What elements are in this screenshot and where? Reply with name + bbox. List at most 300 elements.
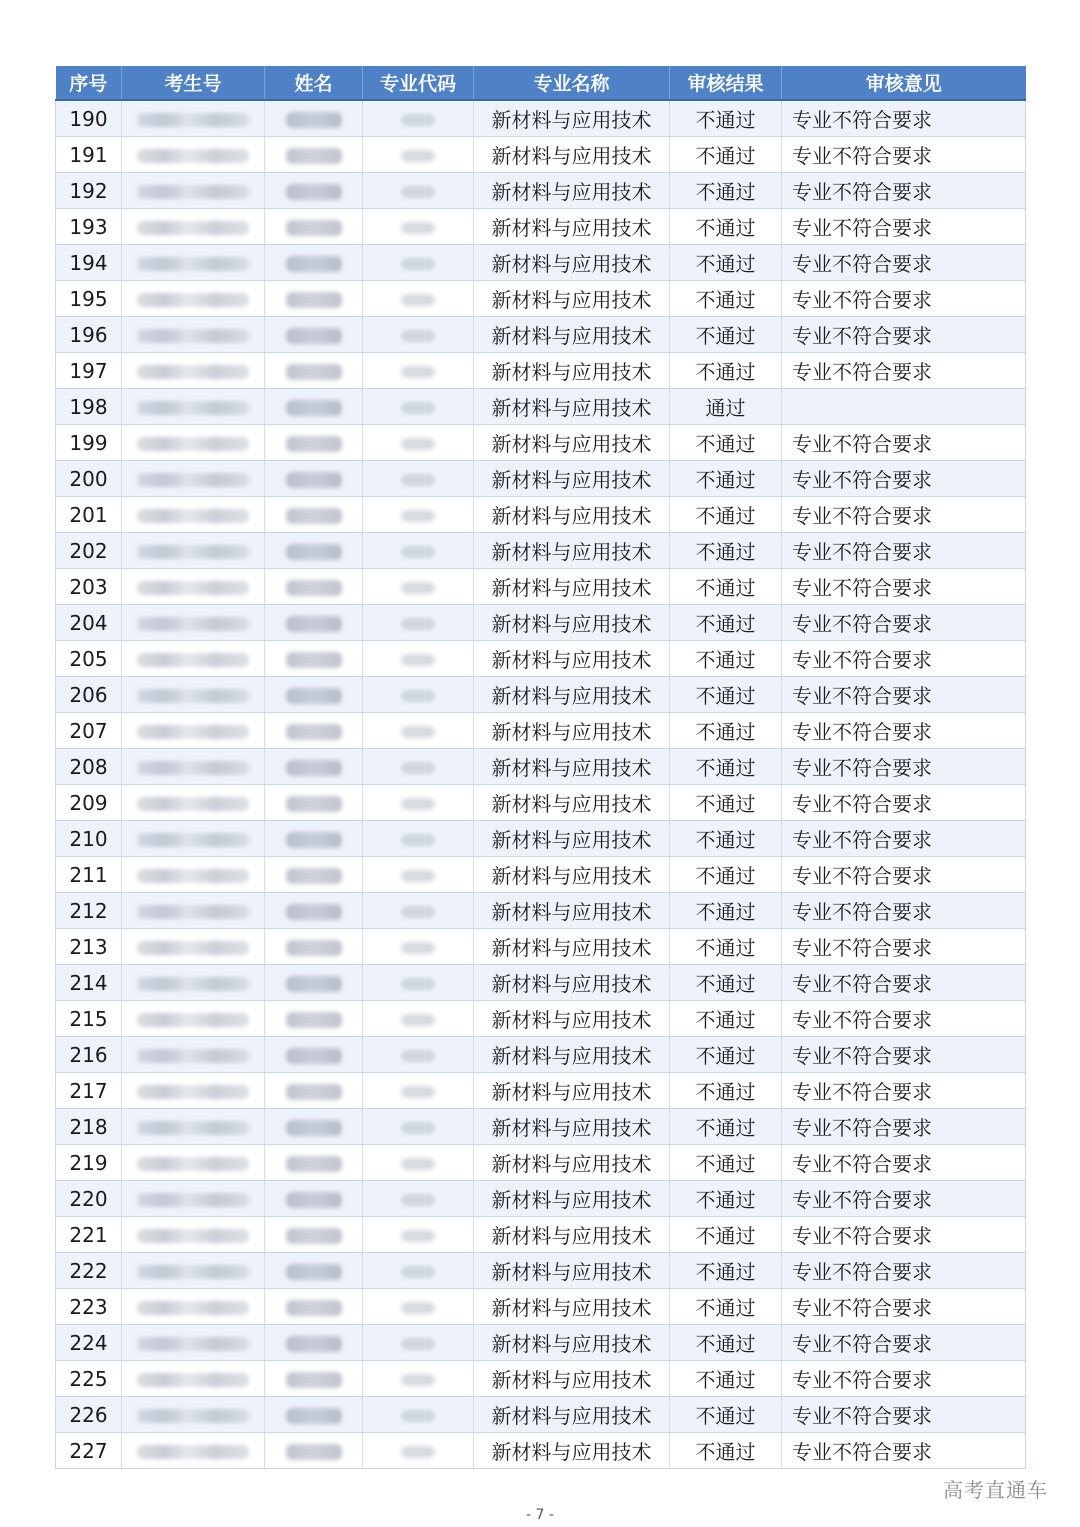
table-row [56, 1289, 1026, 1325]
cell-major-name: 新材料与应用技术 [474, 389, 670, 425]
redacted-blur [137, 725, 249, 739]
cell-review-opinion: 专业不符合要求 [782, 713, 1026, 749]
table-header-row [56, 66, 1026, 100]
header-major-name: 专业名称 [474, 66, 670, 100]
cell-major-code-redacted [363, 281, 474, 317]
cell-serial-number: 199 [56, 425, 122, 461]
cell-major-code-redacted [363, 1145, 474, 1181]
cell-review-result: 不通过 [670, 749, 782, 785]
cell-major-code-redacted [363, 1253, 474, 1289]
cell-review-result: 通过 [670, 389, 782, 425]
cell-major-code-redacted [363, 1073, 474, 1109]
redacted-blur [137, 1265, 249, 1279]
cell-review-result: 不通过 [670, 425, 782, 461]
cell-major-code-redacted [363, 461, 474, 497]
redacted-blur [137, 473, 249, 487]
table-row [56, 641, 1026, 677]
cell-review-result: 不通过 [670, 1289, 782, 1325]
cell-major-code-redacted [363, 100, 474, 137]
cell-name-redacted [265, 461, 363, 497]
header-candidate-number: 考生号 [122, 66, 265, 100]
cell-name-redacted [265, 281, 363, 317]
cell-major-code-redacted [363, 1361, 474, 1397]
cell-major-name: 新材料与应用技术 [474, 641, 670, 677]
cell-major-code-redacted [363, 533, 474, 569]
cell-review-result: 不通过 [670, 100, 782, 137]
redacted-blur [286, 1012, 342, 1028]
redacted-blur [401, 150, 435, 162]
cell-candidate-number-redacted [122, 569, 265, 605]
redacted-blur [137, 293, 249, 307]
redacted-blur [401, 870, 435, 882]
cell-major-code-redacted [363, 1289, 474, 1325]
cell-review-result: 不通过 [670, 1145, 782, 1181]
cell-name-redacted [265, 1217, 363, 1253]
redacted-blur [401, 1302, 435, 1314]
redacted-blur [286, 472, 342, 488]
cell-candidate-number-redacted [122, 245, 265, 281]
cell-name-redacted [265, 569, 363, 605]
cell-serial-number: 216 [56, 1037, 122, 1073]
cell-candidate-number-redacted [122, 281, 265, 317]
watermark-text: 高考直通车 [943, 1478, 1048, 1502]
cell-serial-number: 194 [56, 245, 122, 281]
redacted-blur [137, 1337, 249, 1351]
cell-major-code-redacted [363, 1397, 474, 1433]
cell-major-code-redacted [363, 317, 474, 353]
cell-review-result: 不通过 [670, 677, 782, 713]
redacted-blur [401, 330, 435, 342]
cell-major-code-redacted [363, 893, 474, 929]
cell-review-opinion: 专业不符合要求 [782, 425, 1026, 461]
header-review-opinion: 审核意见 [782, 66, 1026, 100]
cell-major-code-redacted [363, 1325, 474, 1361]
cell-review-opinion: 专业不符合要求 [782, 641, 1026, 677]
cell-review-opinion: 专业不符合要求 [782, 1073, 1026, 1109]
table-row [56, 1217, 1026, 1253]
cell-serial-number: 218 [56, 1109, 122, 1145]
redacted-blur [137, 401, 249, 415]
cell-serial-number: 225 [56, 1361, 122, 1397]
cell-candidate-number-redacted [122, 605, 265, 641]
table-row [56, 1181, 1026, 1217]
cell-review-opinion: 专业不符合要求 [782, 461, 1026, 497]
header-major-code: 专业代码 [363, 66, 474, 100]
cell-serial-number: 198 [56, 389, 122, 425]
redacted-blur [137, 1301, 249, 1315]
redacted-blur [401, 186, 435, 198]
cell-name-redacted [265, 1433, 363, 1469]
redacted-blur [401, 222, 435, 234]
cell-major-name: 新材料与应用技术 [474, 677, 670, 713]
cell-review-opinion: 专业不符合要求 [782, 965, 1026, 1001]
cell-review-result: 不通过 [670, 1433, 782, 1469]
redacted-blur [286, 1120, 342, 1136]
page-number: - 7 - [526, 1507, 554, 1523]
redacted-blur [286, 868, 342, 884]
cell-major-name: 新材料与应用技术 [474, 461, 670, 497]
redacted-blur [401, 510, 435, 522]
cell-major-code-redacted [363, 389, 474, 425]
redacted-blur [137, 581, 249, 595]
cell-candidate-number-redacted [122, 353, 265, 389]
cell-major-name: 新材料与应用技术 [474, 857, 670, 893]
cell-review-opinion: 专业不符合要求 [782, 533, 1026, 569]
cell-major-code-redacted [363, 857, 474, 893]
redacted-blur [401, 1122, 435, 1134]
cell-serial-number: 206 [56, 677, 122, 713]
redacted-blur [137, 1229, 249, 1243]
redacted-blur [286, 1192, 342, 1208]
redacted-blur [286, 256, 342, 272]
redacted-blur [401, 942, 435, 954]
cell-candidate-number-redacted [122, 749, 265, 785]
cell-review-opinion: 专业不符合要求 [782, 1145, 1026, 1181]
redacted-blur [137, 1121, 249, 1135]
cell-serial-number: 191 [56, 137, 122, 173]
redacted-blur [286, 292, 342, 308]
cell-major-name: 新材料与应用技术 [474, 929, 670, 965]
table-row [56, 1109, 1026, 1145]
redacted-blur [401, 294, 435, 306]
cell-major-code-redacted [363, 497, 474, 533]
cell-major-name: 新材料与应用技术 [474, 785, 670, 821]
cell-review-opinion: 专业不符合要求 [782, 893, 1026, 929]
redacted-blur [401, 906, 435, 918]
cell-serial-number: 192 [56, 173, 122, 209]
cell-review-opinion: 专业不符合要求 [782, 1001, 1026, 1037]
cell-serial-number: 205 [56, 641, 122, 677]
cell-major-name: 新材料与应用技术 [474, 1253, 670, 1289]
cell-name-redacted [265, 389, 363, 425]
cell-review-opinion: 专业不符合要求 [782, 1109, 1026, 1145]
table-row [56, 1073, 1026, 1109]
redacted-blur [286, 688, 342, 704]
redacted-blur [401, 762, 435, 774]
cell-candidate-number-redacted [122, 1253, 265, 1289]
header-name: 姓名 [265, 66, 363, 100]
redacted-blur [401, 978, 435, 990]
cell-serial-number: 210 [56, 821, 122, 857]
table-row [56, 1037, 1026, 1073]
cell-name-redacted [265, 317, 363, 353]
cell-serial-number: 224 [56, 1325, 122, 1361]
redacted-blur [286, 796, 342, 812]
cell-major-name: 新材料与应用技术 [474, 1001, 670, 1037]
redacted-blur [137, 1445, 249, 1459]
redacted-blur [401, 654, 435, 666]
table-row [56, 821, 1026, 857]
redacted-blur [137, 149, 249, 163]
table-row [56, 245, 1026, 281]
redacted-blur [286, 1084, 342, 1100]
cell-review-opinion: 专业不符合要求 [782, 1325, 1026, 1361]
cell-review-opinion: 专业不符合要求 [782, 1361, 1026, 1397]
redacted-blur [286, 1300, 342, 1316]
cell-review-opinion: 专业不符合要求 [782, 1217, 1026, 1253]
cell-candidate-number-redacted [122, 1397, 265, 1433]
cell-name-redacted [265, 1361, 363, 1397]
cell-candidate-number-redacted [122, 209, 265, 245]
cell-major-name: 新材料与应用技术 [474, 100, 670, 137]
cell-review-result: 不通过 [670, 821, 782, 857]
cell-review-result: 不通过 [670, 1037, 782, 1073]
table-row [56, 497, 1026, 533]
cell-candidate-number-redacted [122, 929, 265, 965]
cell-review-result: 不通过 [670, 209, 782, 245]
cell-major-name: 新材料与应用技术 [474, 425, 670, 461]
redacted-blur [286, 616, 342, 632]
cell-review-opinion: 专业不符合要求 [782, 1397, 1026, 1433]
cell-review-opinion: 专业不符合要求 [782, 100, 1026, 137]
redacted-blur [286, 1156, 342, 1172]
cell-major-name: 新材料与应用技术 [474, 353, 670, 389]
cell-major-name: 新材料与应用技术 [474, 1433, 670, 1469]
redacted-blur [137, 653, 249, 667]
cell-major-name: 新材料与应用技术 [474, 1073, 670, 1109]
redacted-blur [401, 1338, 435, 1350]
cell-review-result: 不通过 [670, 1253, 782, 1289]
cell-major-name: 新材料与应用技术 [474, 137, 670, 173]
cell-major-name: 新材料与应用技术 [474, 317, 670, 353]
cell-review-result: 不通过 [670, 461, 782, 497]
cell-major-name: 新材料与应用技术 [474, 281, 670, 317]
redacted-blur [137, 941, 249, 955]
table-body [56, 100, 1026, 1469]
cell-review-result: 不通过 [670, 137, 782, 173]
table-row [56, 929, 1026, 965]
redacted-blur [401, 726, 435, 738]
cell-review-opinion: 专业不符合要求 [782, 317, 1026, 353]
cell-major-code-redacted [363, 965, 474, 1001]
table-row [56, 749, 1026, 785]
redacted-blur [286, 940, 342, 956]
cell-review-result: 不通过 [670, 533, 782, 569]
redacted-blur [137, 365, 249, 379]
table-row [56, 785, 1026, 821]
cell-candidate-number-redacted [122, 1145, 265, 1181]
cell-name-redacted [265, 1397, 363, 1433]
redacted-blur [401, 258, 435, 270]
cell-candidate-number-redacted [122, 137, 265, 173]
cell-major-code-redacted [363, 1181, 474, 1217]
cell-review-opinion: 专业不符合要求 [782, 353, 1026, 389]
redacted-blur [401, 474, 435, 486]
cell-review-result: 不通过 [670, 569, 782, 605]
redacted-blur [286, 220, 342, 236]
cell-serial-number: 219 [56, 1145, 122, 1181]
cell-serial-number: 215 [56, 1001, 122, 1037]
cell-name-redacted [265, 785, 363, 821]
redacted-blur [401, 1266, 435, 1278]
redacted-blur [137, 113, 249, 127]
cell-serial-number: 203 [56, 569, 122, 605]
cell-serial-number: 208 [56, 749, 122, 785]
table-row [56, 1253, 1026, 1289]
redacted-blur [401, 690, 435, 702]
cell-name-redacted [265, 1145, 363, 1181]
redacted-blur [401, 798, 435, 810]
cell-major-name: 新材料与应用技术 [474, 533, 670, 569]
cell-review-result: 不通过 [670, 1361, 782, 1397]
cell-major-name: 新材料与应用技术 [474, 965, 670, 1001]
redacted-blur [137, 761, 249, 775]
cell-major-code-redacted [363, 245, 474, 281]
cell-name-redacted [265, 1253, 363, 1289]
cell-candidate-number-redacted [122, 821, 265, 857]
cell-serial-number: 202 [56, 533, 122, 569]
cell-major-name: 新材料与应用技术 [474, 173, 670, 209]
cell-name-redacted [265, 1325, 363, 1361]
cell-review-result: 不通过 [670, 785, 782, 821]
cell-major-code-redacted [363, 713, 474, 749]
header-serial-number: 序号 [56, 66, 122, 100]
redacted-blur [401, 402, 435, 414]
cell-review-result: 不通过 [670, 173, 782, 209]
cell-review-opinion: 专业不符合要求 [782, 1289, 1026, 1325]
cell-name-redacted [265, 749, 363, 785]
cell-serial-number: 209 [56, 785, 122, 821]
cell-major-name: 新材料与应用技术 [474, 893, 670, 929]
cell-review-result: 不通过 [670, 353, 782, 389]
cell-serial-number: 221 [56, 1217, 122, 1253]
cell-serial-number: 207 [56, 713, 122, 749]
cell-major-code-redacted [363, 677, 474, 713]
cell-review-opinion: 专业不符合要求 [782, 785, 1026, 821]
redacted-blur [286, 652, 342, 668]
cell-review-opinion: 专业不符合要求 [782, 209, 1026, 245]
cell-name-redacted [265, 677, 363, 713]
redacted-blur [137, 185, 249, 199]
cell-candidate-number-redacted [122, 893, 265, 929]
cell-serial-number: 190 [56, 100, 122, 137]
cell-candidate-number-redacted [122, 785, 265, 821]
redacted-blur [286, 328, 342, 344]
cell-name-redacted [265, 353, 363, 389]
table-row [56, 713, 1026, 749]
cell-review-opinion [782, 389, 1026, 425]
cell-candidate-number-redacted [122, 425, 265, 461]
redacted-blur [137, 977, 249, 991]
table-row [56, 677, 1026, 713]
redacted-blur [137, 1049, 249, 1063]
redacted-blur [401, 1230, 435, 1242]
cell-review-opinion: 专业不符合要求 [782, 1253, 1026, 1289]
redacted-blur [137, 437, 249, 451]
cell-major-name: 新材料与应用技术 [474, 245, 670, 281]
cell-name-redacted [265, 1109, 363, 1145]
cell-major-name: 新材料与应用技术 [474, 1037, 670, 1073]
cell-serial-number: 213 [56, 929, 122, 965]
cell-serial-number: 227 [56, 1433, 122, 1469]
cell-serial-number: 212 [56, 893, 122, 929]
cell-review-result: 不通过 [670, 893, 782, 929]
cell-major-code-redacted [363, 1433, 474, 1469]
cell-name-redacted [265, 245, 363, 281]
cell-name-redacted [265, 605, 363, 641]
cell-candidate-number-redacted [122, 1001, 265, 1037]
cell-serial-number: 220 [56, 1181, 122, 1217]
redacted-blur [401, 546, 435, 558]
redacted-blur [137, 221, 249, 235]
cell-major-code-redacted [363, 569, 474, 605]
header-review-result: 审核结果 [670, 66, 782, 100]
cell-review-opinion: 专业不符合要求 [782, 245, 1026, 281]
table-row [56, 605, 1026, 641]
cell-major-code-redacted [363, 929, 474, 965]
cell-candidate-number-redacted [122, 173, 265, 209]
cell-candidate-number-redacted [122, 1037, 265, 1073]
cell-serial-number: 211 [56, 857, 122, 893]
redacted-blur [137, 1157, 249, 1171]
cell-major-code-redacted [363, 1217, 474, 1253]
redacted-blur [286, 724, 342, 740]
cell-review-opinion: 专业不符合要求 [782, 173, 1026, 209]
cell-candidate-number-redacted [122, 317, 265, 353]
cell-serial-number: 196 [56, 317, 122, 353]
cell-review-result: 不通过 [670, 1073, 782, 1109]
cell-review-opinion: 专业不符合要求 [782, 821, 1026, 857]
table-row [56, 1145, 1026, 1181]
cell-candidate-number-redacted [122, 100, 265, 137]
cell-major-code-redacted [363, 821, 474, 857]
cell-review-opinion: 专业不符合要求 [782, 929, 1026, 965]
cell-candidate-number-redacted [122, 713, 265, 749]
table-row [56, 1361, 1026, 1397]
cell-name-redacted [265, 1073, 363, 1109]
cell-candidate-number-redacted [122, 1289, 265, 1325]
table-row [56, 893, 1026, 929]
cell-review-result: 不通过 [670, 1217, 782, 1253]
cell-major-name: 新材料与应用技术 [474, 713, 670, 749]
cell-major-name: 新材料与应用技术 [474, 1325, 670, 1361]
cell-review-opinion: 专业不符合要求 [782, 497, 1026, 533]
cell-major-name: 新材料与应用技术 [474, 1217, 670, 1253]
cell-major-name: 新材料与应用技术 [474, 1361, 670, 1397]
table-row [56, 100, 1026, 137]
cell-major-code-redacted [363, 605, 474, 641]
cell-name-redacted [265, 209, 363, 245]
redacted-blur [137, 1085, 249, 1099]
redacted-blur [286, 544, 342, 560]
table-row [56, 137, 1026, 173]
cell-major-name: 新材料与应用技术 [474, 1145, 670, 1181]
redacted-blur [286, 1372, 342, 1388]
cell-major-name: 新材料与应用技术 [474, 209, 670, 245]
table-row [56, 281, 1026, 317]
cell-major-name: 新材料与应用技术 [474, 569, 670, 605]
cell-name-redacted [265, 100, 363, 137]
cell-candidate-number-redacted [122, 1109, 265, 1145]
cell-major-code-redacted [363, 641, 474, 677]
redacted-blur [401, 366, 435, 378]
cell-review-opinion: 专业不符合要求 [782, 1037, 1026, 1073]
cell-major-name: 新材料与应用技术 [474, 821, 670, 857]
redacted-blur [137, 545, 249, 559]
cell-serial-number: 217 [56, 1073, 122, 1109]
redacted-blur [286, 184, 342, 200]
cell-review-opinion: 专业不符合要求 [782, 605, 1026, 641]
redacted-blur [137, 689, 249, 703]
cell-name-redacted [265, 497, 363, 533]
review-results-table [55, 66, 1026, 1469]
redacted-blur [401, 1050, 435, 1062]
redacted-blur [401, 114, 435, 126]
cell-review-result: 不通过 [670, 1181, 782, 1217]
cell-candidate-number-redacted [122, 461, 265, 497]
cell-review-result: 不通过 [670, 605, 782, 641]
cell-major-code-redacted [363, 1001, 474, 1037]
